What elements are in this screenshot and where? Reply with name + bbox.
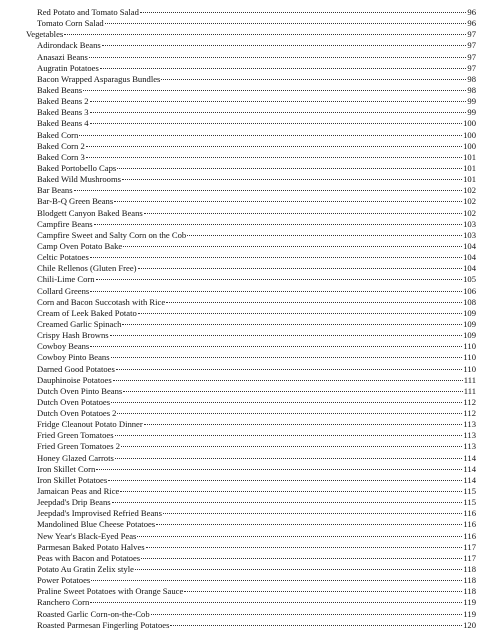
toc-entry-title: Collard Greens <box>37 285 90 296</box>
dot-leader <box>117 168 462 169</box>
toc-entry-page-number: 97 <box>467 62 476 73</box>
dot-leader <box>116 369 463 370</box>
toc-entry-title: Campfire Beans <box>37 218 93 229</box>
toc-entry-page-number: 114 <box>463 463 476 474</box>
toc-entry[interactable] <box>26 40 476 51</box>
toc-entry[interactable] <box>26 586 476 597</box>
toc-entry-title: Augratin Potatoes <box>37 62 99 73</box>
toc-entry-title: Baked Beans 2 <box>37 96 89 107</box>
toc-entry[interactable] <box>26 375 476 386</box>
toc-entry-page-number: 99 <box>467 96 476 107</box>
toc-entry[interactable] <box>26 508 476 519</box>
toc-entry-title: Fridge Cleanout Potato Dinner <box>37 419 143 430</box>
toc-entry-page-number: 96 <box>467 18 476 29</box>
toc-entry-title: Celtic Potatoes <box>37 252 89 263</box>
toc-entry-page-number: 97 <box>467 40 476 51</box>
toc-entry[interactable] <box>26 419 476 430</box>
toc-entry-page-number: 112 <box>463 396 476 407</box>
toc-entry-title: Bacon Wrapped Asparagus Bundles <box>37 73 161 84</box>
dot-leader <box>123 391 463 392</box>
dot-leader <box>170 625 462 626</box>
toc-entry[interactable] <box>26 575 476 586</box>
toc-entry-title: Jeepdad's Improvised Refried Beans <box>37 508 162 519</box>
toc-entry[interactable] <box>26 174 476 185</box>
dot-leader <box>137 536 462 537</box>
dot-leader <box>144 424 463 425</box>
toc-entry-page-number: 119 <box>463 608 476 619</box>
toc-entry-title: Fried Green Tomatoes <box>37 430 114 441</box>
toc-entry-page-number: 116 <box>463 519 476 530</box>
toc-entry[interactable] <box>26 163 476 174</box>
toc-entry-title: Peas with Bacon and Potatoes <box>37 552 141 563</box>
dot-leader <box>140 12 467 13</box>
toc-entry-page-number: 109 <box>463 307 476 318</box>
dot-leader <box>161 79 466 80</box>
toc-entry[interactable] <box>26 208 476 219</box>
toc-entry[interactable] <box>26 7 476 18</box>
dot-leader <box>86 157 462 158</box>
toc-entry-page-number: 108 <box>463 296 476 307</box>
toc-entry-page-number: 110 <box>463 341 476 352</box>
toc-entry-page-number: 117 <box>463 552 476 563</box>
toc-entry[interactable] <box>26 74 476 85</box>
toc-entry[interactable] <box>26 85 476 96</box>
dot-leader <box>156 524 462 525</box>
toc-entry-title: Ranchero Corn <box>37 597 90 608</box>
toc-entry[interactable] <box>26 408 476 419</box>
toc-entry-page-number: 102 <box>463 185 476 196</box>
toc-entry[interactable] <box>26 519 476 530</box>
toc-entry-page-number: 112 <box>463 408 476 419</box>
toc-entry-page-number: 118 <box>463 575 476 586</box>
toc-entry-title: Darned Good Potatoes <box>37 363 115 374</box>
toc-entry-page-number: 113 <box>463 430 476 441</box>
toc-entry-page-number: 98 <box>467 73 476 84</box>
toc-entry-title: Crispy Hash Browns <box>37 330 109 341</box>
toc-entry-title: Potato Au Gratin Zelix style <box>37 564 134 575</box>
toc-entry-page-number: 104 <box>463 263 476 274</box>
dot-leader <box>166 302 462 303</box>
toc-entry-title: Mandolined Blue Cheese Potatoes <box>37 519 156 530</box>
toc-entry-page-number: 96 <box>467 7 476 17</box>
toc-entry-page-number: 100 <box>463 118 476 129</box>
toc-entry-page-number: 103 <box>463 229 476 240</box>
toc-entry-title: Creamed Garlic Spinach <box>37 318 122 329</box>
toc-entry[interactable] <box>26 52 476 63</box>
toc-entry[interactable] <box>26 230 476 241</box>
toc-entry[interactable] <box>26 430 476 441</box>
toc-entry[interactable] <box>26 531 476 542</box>
toc-entry-page-number: 101 <box>463 174 476 185</box>
dot-leader <box>115 458 463 459</box>
toc-entry-page-number: 100 <box>463 140 476 151</box>
toc-entry[interactable] <box>26 497 476 508</box>
toc-entry-page-number: 116 <box>463 508 476 519</box>
dot-leader <box>74 190 463 191</box>
toc-entry-page-number: 101 <box>463 151 476 162</box>
dot-leader <box>91 580 462 581</box>
toc-entry-page-number: 114 <box>463 452 476 463</box>
toc-entry-title: Parmesan Baked Potato Halves <box>37 541 145 552</box>
dot-leader <box>113 380 463 381</box>
toc-entry-page-number: 97 <box>467 51 476 62</box>
toc-entry-title: Cowboy Pinto Beans <box>37 352 110 363</box>
dot-leader <box>79 135 462 136</box>
dot-leader <box>83 90 466 91</box>
toc-entry[interactable] <box>26 63 476 74</box>
toc-entry[interactable] <box>26 107 476 118</box>
toc-entry[interactable] <box>26 297 476 308</box>
toc-entry-title: Iron Skillet Corn <box>37 463 96 474</box>
toc-entry-title: Honey Glazed Carrots <box>37 452 114 463</box>
toc-entry-title: Blodgett Canyon Baked Beans <box>37 207 143 218</box>
dot-leader <box>96 279 463 280</box>
toc-entry-page-number: 110 <box>463 352 476 363</box>
toc-entry-title: Baked Beans 3 <box>37 107 89 118</box>
dot-leader <box>90 291 462 292</box>
dot-leader <box>141 558 462 559</box>
toc-entry-title: Dutch Oven Pinto Beans <box>37 385 123 396</box>
toc-entry[interactable] <box>26 397 476 408</box>
toc-entry[interactable] <box>26 553 476 564</box>
dot-leader <box>90 101 467 102</box>
toc-entry-page-number: 114 <box>463 474 476 485</box>
toc-entry[interactable] <box>26 130 476 141</box>
dot-leader <box>187 235 462 236</box>
toc-entry[interactable] <box>26 330 476 341</box>
toc-entry-title: Campfire Sweet and Salty Corn on the Cob <box>37 229 187 240</box>
toc-entry[interactable] <box>26 308 476 319</box>
toc-entry[interactable] <box>26 486 476 497</box>
dot-leader <box>146 547 463 548</box>
dot-leader <box>111 402 462 403</box>
toc-entry-page-number: 105 <box>463 274 476 285</box>
toc-entry[interactable] <box>26 286 476 297</box>
dot-leader <box>90 346 462 347</box>
dot-leader <box>151 614 463 615</box>
toc-entry[interactable] <box>26 196 476 207</box>
dot-leader <box>96 469 462 470</box>
toc-entry-title: Praline Sweet Potatoes with Orange Sauce <box>37 586 184 597</box>
toc-entry[interactable] <box>26 152 476 163</box>
toc-entry[interactable] <box>26 141 476 152</box>
toc-entry-title: Jamaican Peas and Rice <box>37 486 120 497</box>
dot-leader <box>105 23 467 24</box>
dot-leader <box>120 491 462 492</box>
dot-leader <box>102 45 467 46</box>
toc-entry[interactable] <box>26 597 476 608</box>
dot-leader <box>86 146 462 147</box>
dot-leader <box>144 213 462 214</box>
toc-entry-page-number: 111 <box>463 385 476 396</box>
toc-entry-title: Baked Portobello Caps <box>37 162 117 173</box>
dot-leader <box>121 446 462 447</box>
toc-entry-title: Baked Beans 4 <box>37 118 89 129</box>
toc-entry-page-number: 100 <box>463 129 476 140</box>
toc-entry[interactable] <box>26 341 476 352</box>
toc-entry-title: Bar-B-Q Green Beans <box>37 196 114 207</box>
dot-leader <box>90 257 462 258</box>
toc-entry[interactable] <box>26 386 476 397</box>
dot-leader <box>117 413 462 414</box>
toc-entry-page-number: 97 <box>467 29 476 40</box>
toc-entry[interactable] <box>26 18 476 29</box>
toc-entry-title: Roasted Garlic Corn-on-the-Cob <box>37 608 150 619</box>
toc-entry[interactable] <box>26 118 476 129</box>
toc-entry-page-number: 113 <box>463 419 476 430</box>
toc-entry-title: Dutch Oven Potatoes <box>37 396 111 407</box>
toc-entry-page-number: 113 <box>463 441 476 452</box>
toc-entry-title: Chile Rellenos (Gluten Free) <box>37 263 137 274</box>
dot-leader <box>111 357 463 358</box>
toc-entry-page-number: 110 <box>463 363 476 374</box>
toc-entry-title: Iron Skillet Potatoes <box>37 474 108 485</box>
toc-entry-title: Cream of Leek Baked Potato <box>37 307 137 318</box>
toc-entry-title: Tomato Corn Salad <box>37 18 104 29</box>
toc-entry[interactable] <box>26 475 476 486</box>
dot-leader <box>100 68 467 69</box>
toc-entry-page-number: 115 <box>463 486 476 497</box>
dot-leader <box>112 502 463 503</box>
dot-leader <box>138 313 462 314</box>
toc-entry-title: Camp Oven Potato Bake <box>37 240 123 251</box>
toc-entry-title: Corn and Bacon Succotash with Rice <box>37 296 166 307</box>
toc-entry[interactable] <box>26 564 476 575</box>
dot-leader <box>123 246 462 247</box>
toc-entry-title: Fried Green Tomatoes 2 <box>37 441 121 452</box>
toc-entry[interactable] <box>26 219 476 230</box>
toc-entry-page-number: 103 <box>463 218 476 229</box>
toc-entry[interactable] <box>26 252 476 263</box>
toc-entry-page-number: 118 <box>463 564 476 575</box>
toc-entry-page-number: 117 <box>463 541 476 552</box>
toc-entry-title: Anasazi Beans <box>37 51 88 62</box>
toc-entry-page-number: 109 <box>463 330 476 341</box>
toc-entry-page-number: 104 <box>463 252 476 263</box>
toc-entry-page-number: 120 <box>463 619 476 630</box>
toc-entry-title: Dauphinoise Potatoes <box>37 374 112 385</box>
toc-entry[interactable] <box>26 441 476 452</box>
dot-leader <box>64 34 466 35</box>
dot-leader <box>184 591 462 592</box>
toc-entry-title: Chili-Lime Corn <box>37 274 95 285</box>
dot-leader <box>122 179 462 180</box>
toc-entry-title: Red Potato and Tomato Salad <box>37 7 139 17</box>
dot-leader <box>89 57 467 58</box>
toc-entry-title: Baked Corn 2 <box>37 140 85 151</box>
toc-entry[interactable] <box>26 96 476 107</box>
toc-entry-title: Roasted Parmesan Fingerling Potatoes <box>37 619 170 630</box>
toc-entry-page-number: 109 <box>463 318 476 329</box>
toc-entry-title: New Year's Black-Eyed Peas <box>37 530 137 541</box>
toc-entry-page-number: 101 <box>463 162 476 173</box>
dot-leader <box>163 513 462 514</box>
toc-entry-page-number: 102 <box>463 207 476 218</box>
toc-entry[interactable] <box>26 453 476 464</box>
toc-entry-title: Baked Wild Mushrooms <box>37 174 121 185</box>
toc-entry-title: Baked Corn 3 <box>37 151 85 162</box>
toc-entry[interactable] <box>26 241 476 252</box>
toc-entry-title: Vegetables <box>26 29 64 40</box>
toc-entry-page-number: 104 <box>463 240 476 251</box>
toc-entry-title: Dutch Oven Potatoes 2 <box>37 408 117 419</box>
dot-leader <box>138 268 463 269</box>
toc-entry[interactable] <box>26 364 476 375</box>
dot-leader <box>108 480 462 481</box>
toc-entry-title: Jeepdad's Drip Beans <box>37 497 111 508</box>
dot-leader <box>110 335 462 336</box>
toc-entry-page-number: 99 <box>467 107 476 118</box>
toc-entry[interactable] <box>26 352 476 363</box>
toc-entry-page-number: 115 <box>463 497 476 508</box>
dot-leader <box>115 435 463 436</box>
dot-leader <box>135 569 463 570</box>
toc-entry-page-number: 98 <box>467 84 476 95</box>
dot-leader <box>122 324 462 325</box>
toc-entry-page-number: 119 <box>463 597 476 608</box>
toc-entry[interactable] <box>26 263 476 274</box>
toc-entry-page-number: 102 <box>463 196 476 207</box>
toc-entry-page-number: 116 <box>463 530 476 541</box>
dot-leader <box>94 224 463 225</box>
toc-entry-title: Adirondack Beans <box>37 40 101 51</box>
toc-entry-page-number: 118 <box>463 586 476 597</box>
dot-leader <box>114 201 462 202</box>
toc-entry[interactable] <box>26 464 476 475</box>
table-of-contents <box>26 7 476 631</box>
toc-entry[interactable] <box>26 274 476 285</box>
dot-leader <box>90 112 467 113</box>
toc-entry-page-number: 111 <box>463 374 476 385</box>
toc-entry[interactable] <box>26 609 476 620</box>
toc-entry-title: Bar Beans <box>37 185 73 196</box>
toc-entry[interactable] <box>26 185 476 196</box>
toc-entry-title: Cowboy Beans <box>37 341 90 352</box>
dot-leader <box>90 123 463 124</box>
toc-entry-title: Power Potatoes <box>37 575 91 586</box>
dot-leader <box>90 602 462 603</box>
toc-entry[interactable] <box>26 542 476 553</box>
toc-entry-title: Baked Beans <box>37 84 83 95</box>
toc-section-heading[interactable] <box>26 29 476 40</box>
toc-entry-title: Baked Corn <box>37 129 79 140</box>
toc-entry-page-number: 106 <box>463 285 476 296</box>
toc-entry[interactable] <box>26 319 476 330</box>
toc-entry[interactable] <box>26 620 476 631</box>
